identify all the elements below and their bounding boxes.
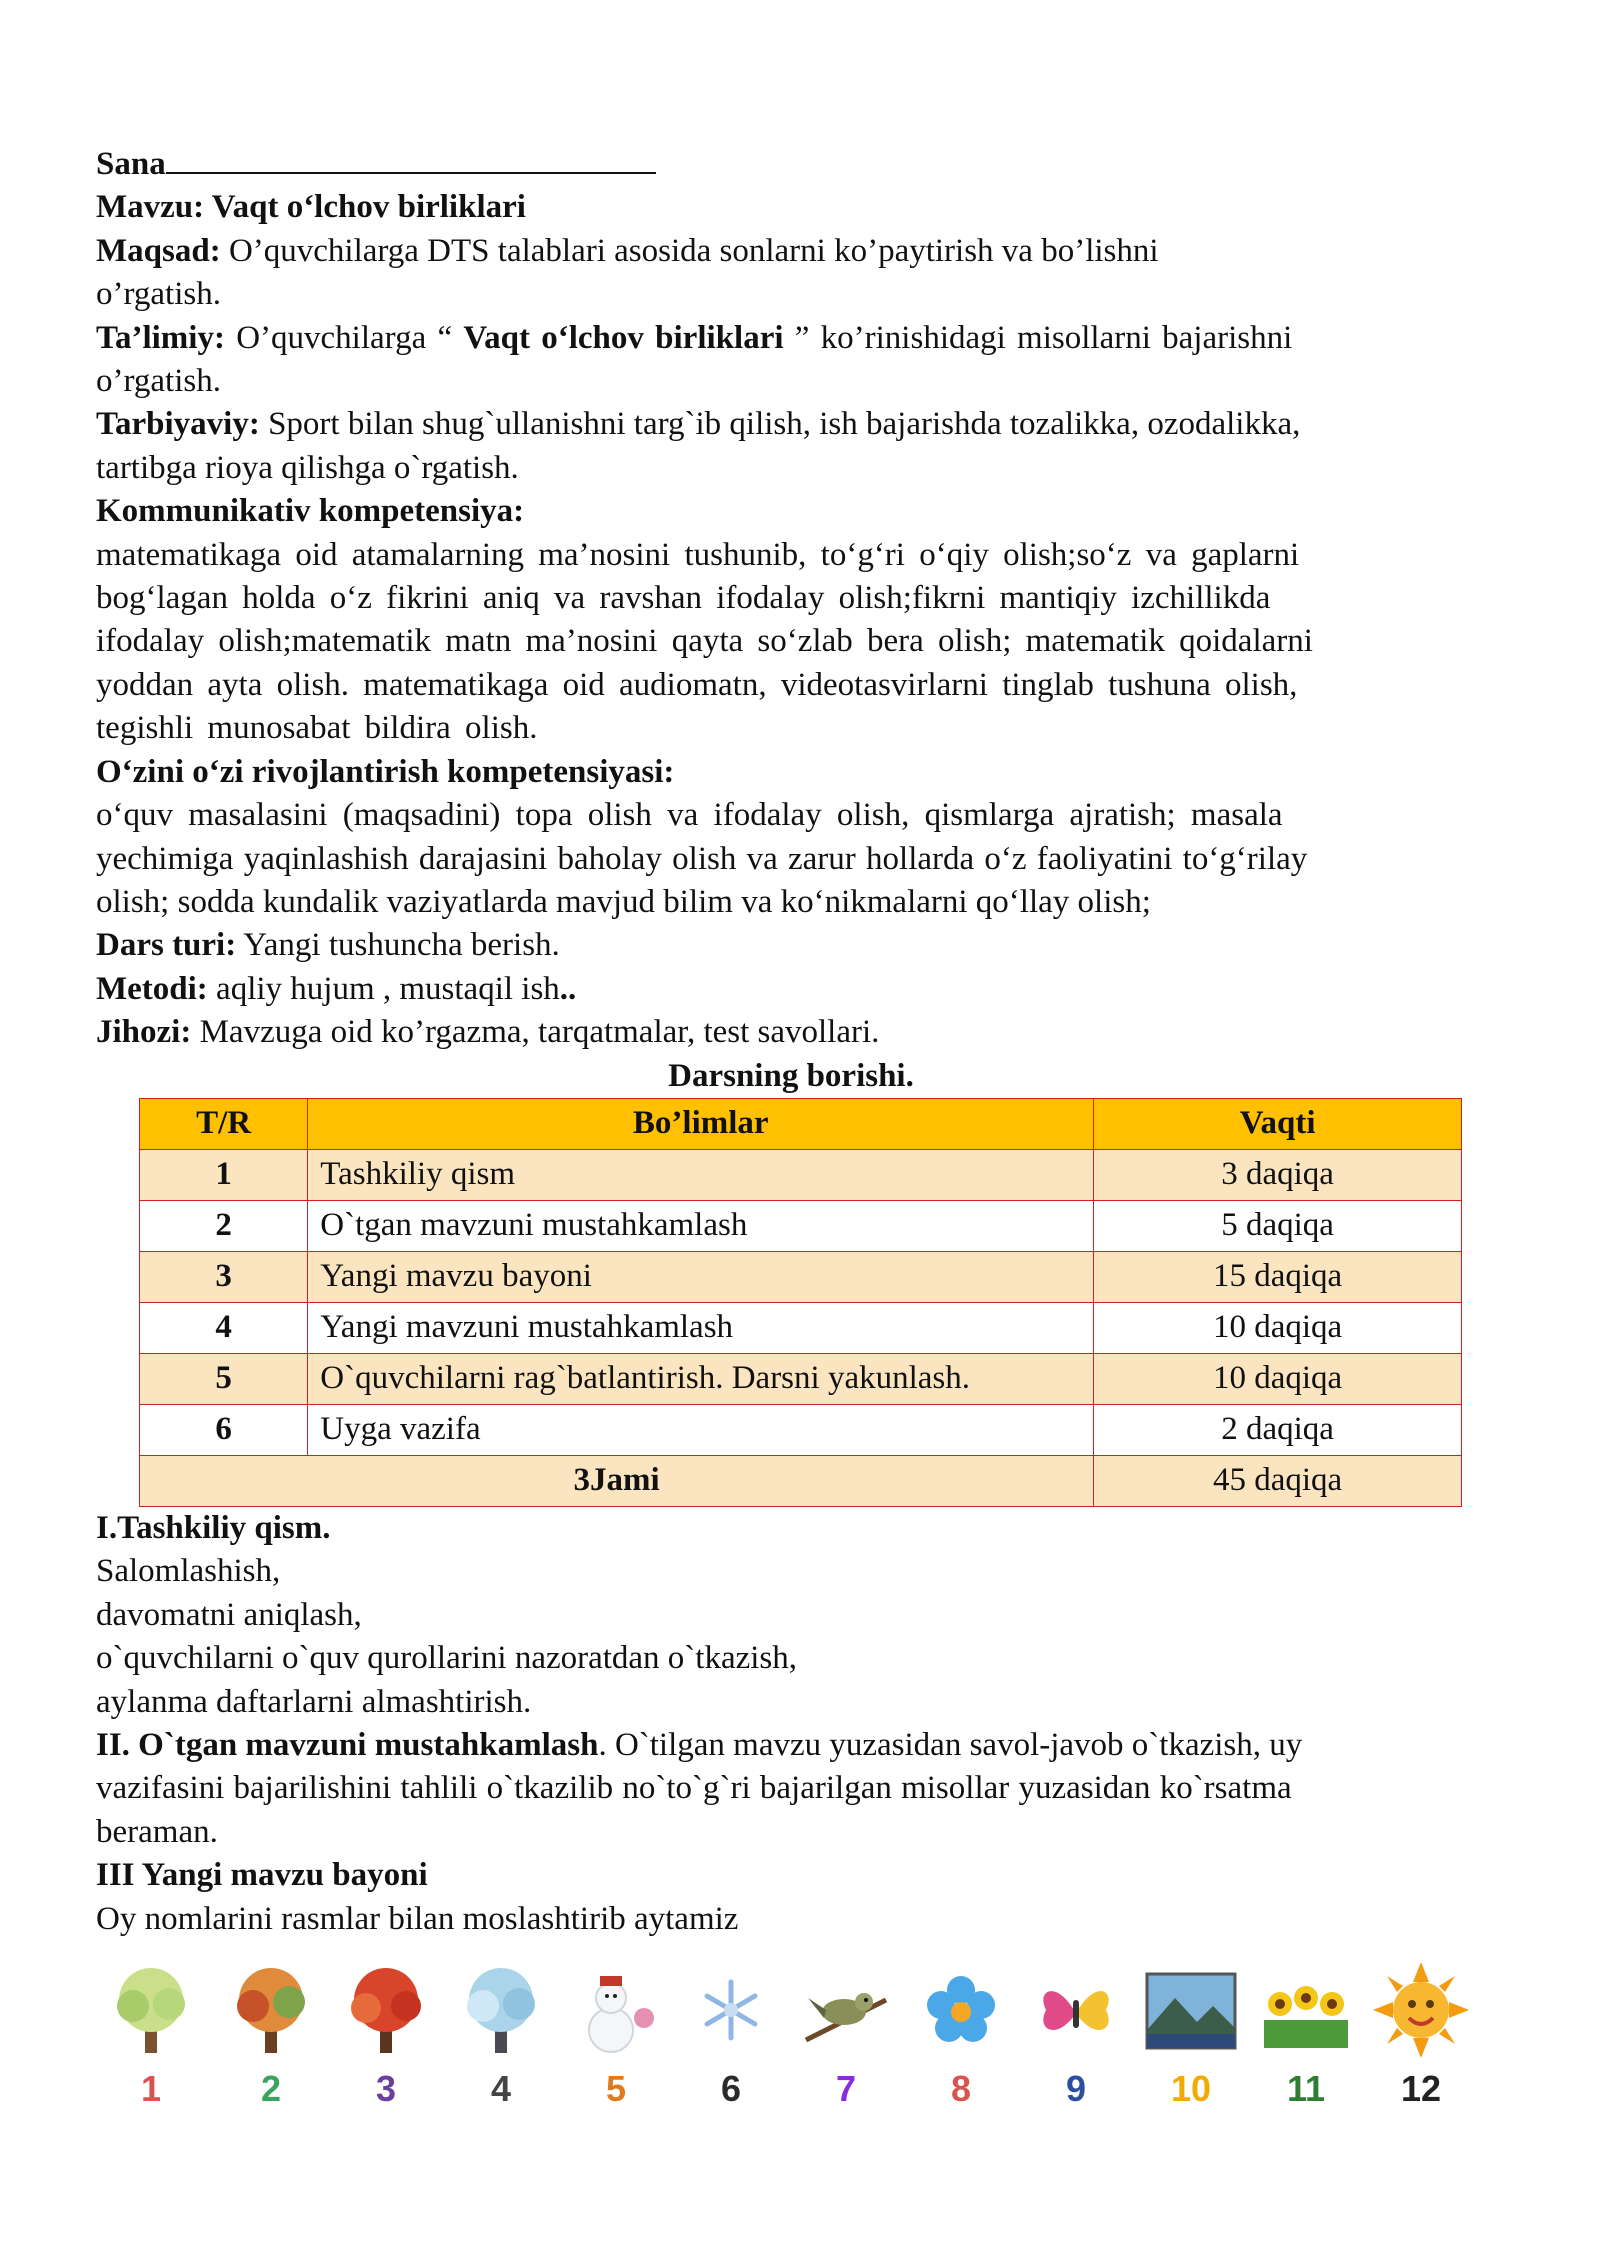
lesson-schedule-table	[139, 1098, 1462, 1507]
lesson-plan	[96, 142, 1486, 1941]
communicative-text	[96, 534, 1486, 751]
educational-text-2: o’rgatish.	[96, 363, 221, 400]
autumn-tree-icon	[221, 1960, 321, 2060]
butterfly-icon	[1026, 1960, 1126, 2060]
snowflake-icon	[681, 1960, 781, 2060]
month-number: 3	[375, 2068, 397, 2109]
educational-label: Ta’limiy:	[96, 319, 225, 356]
upbringing-line	[96, 403, 1486, 446]
upbringing-text-2: tartibga rioya qilishga o`rgatish.	[96, 449, 519, 486]
snowman-icon	[566, 1960, 666, 2060]
spring-tree-icon	[101, 1960, 201, 2060]
educational-topic: Vaqt o‘lchov birliklari	[463, 319, 784, 356]
month-card	[96, 1960, 206, 2120]
total-time: 45 daqiqa	[1094, 1455, 1462, 1506]
self-development-line: yechimiga yaqinlashish darajasini baholay olish va zarur hollarda o‘z faoliyatini to‘g‘rilay	[96, 840, 1308, 877]
month-number: 2	[260, 2068, 282, 2109]
upbringing-text: Sport bilan shug`ullanishni targ`ib qilish, ish bajarishda tozalikka, ozodalikka,	[259, 406, 1301, 443]
column-header: T/R	[140, 1098, 308, 1149]
month-card	[331, 1960, 441, 2120]
communicative-heading: Kommunikativ kompetensiya:	[96, 493, 525, 530]
month-pictures-strip	[96, 1960, 1536, 2120]
section-3-heading: III Yangi mavzu bayoni	[96, 1857, 428, 1894]
table-row	[140, 1404, 1462, 1455]
row-time: 10 daqiqa	[1094, 1353, 1462, 1404]
month-number: 1	[140, 2068, 162, 2109]
month-number: 10	[1170, 2068, 1212, 2109]
table-title: Darsning borishi.	[668, 1057, 914, 1094]
table-header-row	[140, 1098, 1462, 1149]
goal-label: Maqsad:	[96, 232, 221, 269]
month-number: 11	[1286, 2068, 1326, 2109]
method-text: aqliy hujum , mustaqil ish	[207, 970, 560, 1007]
row-number: 3	[140, 1251, 308, 1302]
date-line	[96, 142, 1486, 186]
section-2-text-3: beraman.	[96, 1813, 218, 1850]
row-section: O`tgan mavzuni mustahkamlash	[308, 1200, 1094, 1251]
row-time: 2 daqiqa	[1094, 1404, 1462, 1455]
bird-icon	[796, 1960, 896, 2060]
row-number: 6	[140, 1404, 308, 1455]
winter-tree-icon	[451, 1960, 551, 2060]
table-total-row	[140, 1455, 1462, 1506]
communicative-line: matematikaga oid atamalarning ma’nosini tushunib, to‘g‘ri o‘qiy olish;so‘z va gaplarni	[96, 536, 1300, 573]
red-tree-icon	[336, 1960, 436, 2060]
table-row	[140, 1251, 1462, 1302]
flower-icon	[911, 1960, 1011, 2060]
section-2-text: . O`tilgan mavzu yuzasidan savol-javob o`tkazish, uy	[598, 1726, 1303, 1763]
lesson-type-label: Dars turi:	[96, 927, 237, 964]
educational-line	[96, 317, 1486, 360]
section-2-text-2: vazifasini bajarilishini tahlili o`tkazilib no`to`g`ri bajarilgan misollar yuzasidan ko`rsatma	[96, 1770, 1292, 1807]
communicative-line: tegishli munosabat bildira olish.	[96, 710, 538, 747]
lesson-type-line	[96, 924, 1486, 967]
section-2-heading: II. O`tgan mavzuni mustahkamlash	[96, 1726, 599, 1763]
section-1-line: o`quvchilarni o`quv qurollarini nazoratdan o`tkazish,	[96, 1640, 798, 1677]
month-number: 7	[835, 2068, 857, 2109]
month-card	[216, 1960, 326, 2120]
topic-label: Mavzu:	[96, 189, 205, 226]
date-blank	[166, 142, 656, 174]
month-number: 4	[490, 2068, 512, 2109]
row-number: 1	[140, 1149, 308, 1200]
table-row	[140, 1149, 1462, 1200]
row-number: 2	[140, 1200, 308, 1251]
method-tail: ..	[559, 970, 577, 1007]
communicative-line: yoddan ayta olish. matematikaga oid audiomatn, videotasvirlarni tinglab tushuna olish,	[96, 666, 1298, 703]
goal-text-2: o’rgatish.	[96, 276, 221, 313]
row-section: Uyga vazifa	[308, 1404, 1094, 1455]
sunflowers-icon	[1256, 1960, 1356, 2060]
month-number: 5	[605, 2068, 627, 2109]
month-card	[1136, 1960, 1246, 2120]
row-number: 5	[140, 1353, 308, 1404]
column-header: Vaqti	[1094, 1098, 1462, 1149]
month-card	[1251, 1960, 1361, 2120]
method-line	[96, 968, 1486, 1011]
lesson-type-text: Yangi tushuncha berish.	[236, 927, 560, 964]
goal-text: O’quvchilarga DTS talablari asosida sonlarni ko’paytirish va bo’lishni	[220, 232, 1159, 269]
row-section: Yangi mavzuni mustahkamlash	[308, 1302, 1094, 1353]
month-card	[1366, 1960, 1476, 2120]
self-development-text	[96, 794, 1486, 924]
educational-post: ” ko’rinishidagi misollarni bajarishni	[783, 319, 1293, 356]
month-number: 12	[1400, 2068, 1442, 2109]
table-row	[140, 1200, 1462, 1251]
table-row	[140, 1353, 1462, 1404]
row-number: 4	[140, 1302, 308, 1353]
date-label: Sana	[96, 146, 166, 182]
section-1-line: Salomlashish,	[96, 1553, 281, 1590]
section-1-heading: I.Tashkiliy qism.	[96, 1509, 331, 1546]
row-time: 15 daqiqa	[1094, 1251, 1462, 1302]
section-3-text: Oy nomlarini rasmlar bilan moslashtirib aytamiz	[96, 1900, 739, 1937]
month-card	[446, 1960, 556, 2120]
topic-line	[96, 186, 1486, 229]
self-development-line: o‘quv masalasini (maqsadini) topa olish va ifodalay olish, qismlarga ajratish; masala	[96, 797, 1283, 834]
equipment-text: Mavzuga oid ko’rgazma, tarqatmalar, test savollari.	[191, 1014, 880, 1051]
row-section: Tashkiliy qism	[308, 1149, 1094, 1200]
communicative-line: ifodalay olish;matematik matn ma’nosini qayta so‘zlab bera olish; matematik qoidalarni	[96, 623, 1313, 660]
self-development-heading: O‘zini o‘zi rivojlantirish kompetensiyasi:	[96, 753, 675, 790]
total-label: 3Jami	[140, 1455, 1094, 1506]
self-development-line: olish; sodda kundalik vaziyatlarda mavjud bilim va ko‘nikmalarni qo‘llay olish;	[96, 883, 1151, 920]
landscape-icon	[1141, 1960, 1241, 2060]
month-card	[791, 1960, 901, 2120]
column-header: Bo’limlar	[308, 1098, 1094, 1149]
equipment-label: Jihozi:	[96, 1014, 192, 1051]
section-1-line: davomatni aniqlash,	[96, 1596, 362, 1633]
method-label: Metodi:	[96, 970, 208, 1007]
upbringing-label: Tarbiyaviy:	[96, 406, 260, 443]
educational-pre: O’quvchilarga “	[224, 319, 464, 356]
month-number: 9	[1065, 2068, 1087, 2109]
month-number: 6	[720, 2068, 742, 2109]
communicative-line: bog‘lagan holda o‘z fikrini aniq va ravshan ifodalay olish;fikrni mantiqiy izchillikda	[96, 580, 1271, 617]
month-card	[676, 1960, 786, 2120]
section-2-line	[96, 1724, 1486, 1767]
row-time: 5 daqiqa	[1094, 1200, 1462, 1251]
row-time: 3 daqiqa	[1094, 1149, 1462, 1200]
goal-line	[96, 230, 1486, 273]
month-card	[906, 1960, 1016, 2120]
equipment-line	[96, 1011, 1486, 1054]
month-card	[561, 1960, 671, 2120]
month-number: 8	[950, 2068, 972, 2109]
sun-icon	[1371, 1960, 1471, 2060]
table-row	[140, 1302, 1462, 1353]
row-time: 10 daqiqa	[1094, 1302, 1462, 1353]
row-section: O`quvchilarni rag`batlantirish. Darsni yakunlash.	[308, 1353, 1094, 1404]
section-1-line: aylanma daftarlarni almashtirish.	[96, 1683, 532, 1720]
month-card	[1021, 1960, 1131, 2120]
row-section: Yangi mavzu bayoni	[308, 1251, 1094, 1302]
topic-text: Vaqt o‘lchov birliklari	[204, 189, 526, 226]
